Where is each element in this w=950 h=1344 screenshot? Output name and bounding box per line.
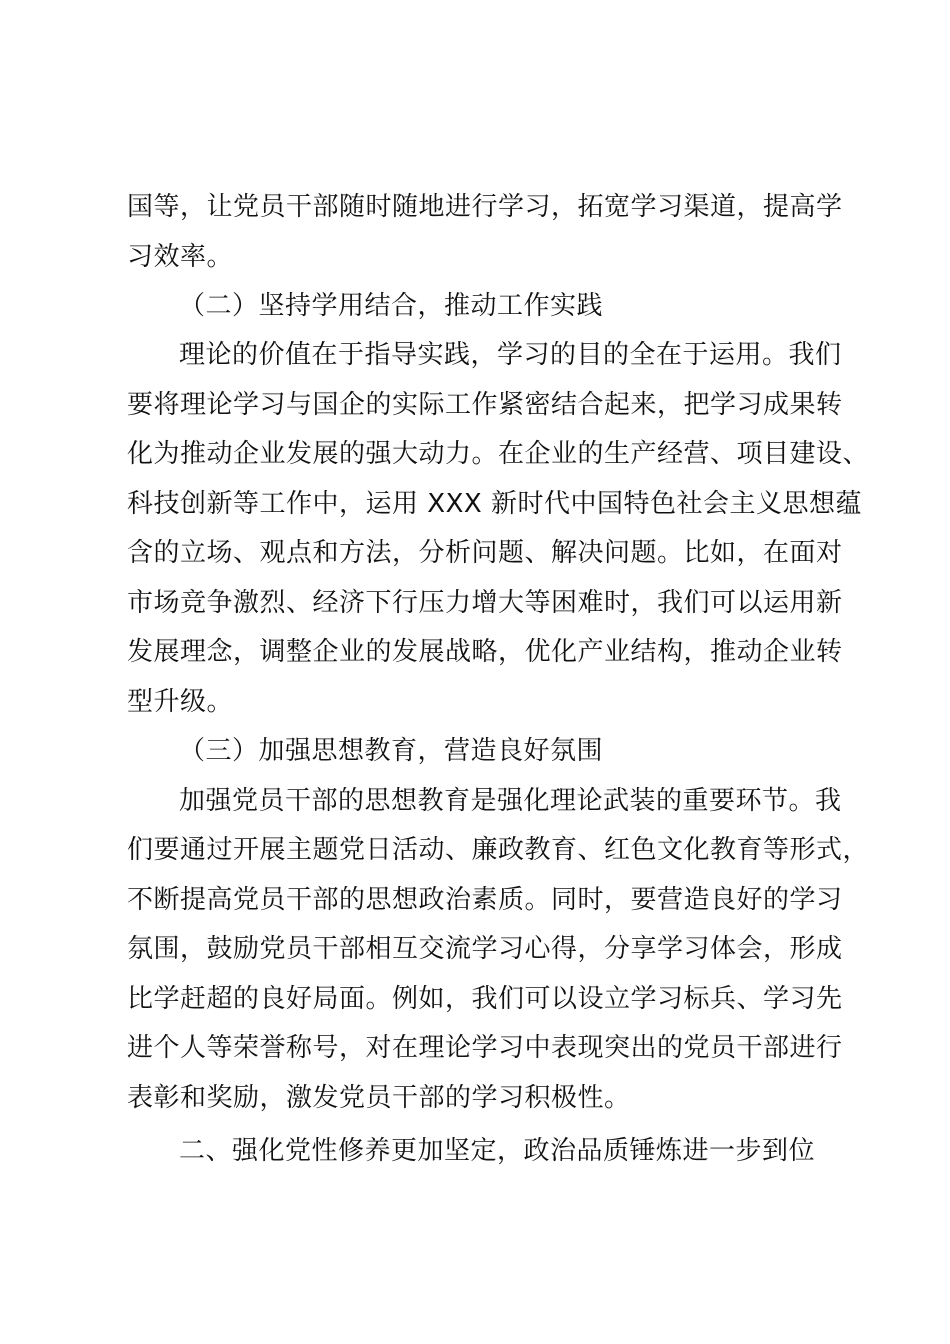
paragraph-line: 型升级。 [127,687,234,717]
paragraph-line: 习效率。 [127,242,234,272]
paragraph-line: 理论的价值在于指导实践，学习的目的全在于运用。我们 [179,340,842,370]
paragraph-line: 加强党员干部的思想教育是强化理论武装的重要环节。我 [179,786,842,816]
paragraph-line: 比学赶超的良好局面。例如，我们可以设立学习标兵、学习先 [127,984,843,1014]
paragraph-line: 发展理念，调整企业的发展战略，优化产业结构，推动企业转 [127,637,843,667]
paragraph-line: 表彰和奖励，激发党员干部的学习积极性。 [127,1083,631,1113]
chapter-heading: 二、强化党性修养更加坚定，政治品质锤炼进一步到位 [179,1136,816,1166]
section-heading: （二）坚持学用结合，推动工作实践 [179,291,604,321]
paragraph-line: 国等，让党员干部随时随地进行学习，拓宽学习渠道，提高学 [127,192,843,222]
paragraph-line: 含的立场、观点和方法，分析问题、解决问题。比如，在面对 [127,538,843,568]
paragraph-line: 氛围，鼓励党员干部相互交流学习心得，分享学习体会，形成 [127,934,843,964]
paragraph-line: 要将理论学习与国企的实际工作紧密结合起来，把学习成果转 [127,390,843,420]
paragraph-line: 市场竞争激烈、经济下行压力增大等困难时，我们可以运用新 [127,588,843,618]
paragraph-line: 们要通过开展主题党日活动、廉政教育、红色文化教育等形式， [127,835,870,865]
paragraph-line: 进个人等荣誉称号，对在理论学习中表现突出的党员干部进行 [127,1033,843,1063]
paragraph-line: 不断提高党员干部的思想政治素质。同时，要营造良好的学习 [127,885,843,915]
paragraph-line: 科技创新等工作中，运用 XXX 新时代中国特色社会主义思想蕴 [127,489,862,519]
section-heading: （三）加强思想教育，营造良好氛围 [179,736,604,766]
paragraph-line: 化为推动企业发展的强大动力。在企业的生产经营、项目建设、 [127,439,870,469]
